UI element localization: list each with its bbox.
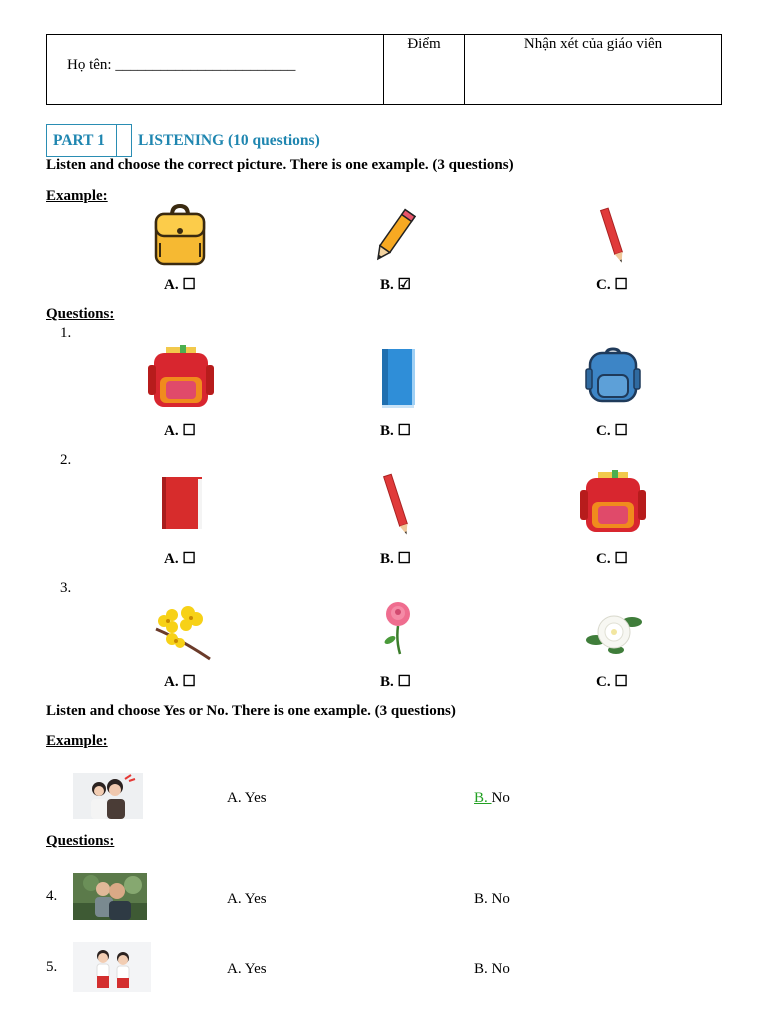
- part-number: PART 1: [53, 132, 105, 149]
- example-option-a[interactable]: A. ☐: [164, 277, 196, 293]
- example-yes-option[interactable]: A. Yes: [227, 790, 267, 806]
- q4-yes-option[interactable]: A. Yes: [227, 891, 267, 907]
- comment-cell: [465, 35, 721, 105]
- score-cell: [384, 35, 465, 104]
- red-pencil-picture-2: [382, 472, 412, 538]
- question-3-number: 3.: [60, 580, 72, 596]
- two-children-photo: [73, 942, 151, 992]
- father-and-son-photo: [73, 873, 147, 920]
- orange-pencil-picture: [372, 206, 416, 266]
- example-no-word: No: [491, 790, 510, 806]
- part-title: LISTENING (10 questions): [138, 132, 320, 149]
- header-table: [46, 34, 722, 105]
- section1-instruction: Listen and choose the correct picture. There is one example. (3 questions): [46, 157, 514, 173]
- section1-example-label: Example:: [46, 188, 108, 204]
- red-backpack-picture: [146, 345, 216, 411]
- q5-yes-option[interactable]: A. Yes: [227, 961, 267, 977]
- q4-no-option[interactable]: B. No: [474, 891, 510, 907]
- q5-no-option[interactable]: B. No: [474, 961, 510, 977]
- example-option-c[interactable]: C. ☐: [596, 277, 628, 293]
- question-4-number: 4.: [46, 888, 58, 904]
- q2-option-b[interactable]: B. ☐: [380, 551, 411, 567]
- q2-option-c[interactable]: C. ☐: [596, 551, 628, 567]
- name-label: Họ tên: ________________________: [67, 57, 296, 73]
- q2-option-a[interactable]: A. ☐: [164, 551, 196, 567]
- pink-rose-picture: [378, 600, 418, 656]
- score-label: Điểm: [407, 36, 441, 52]
- section2-example-label: Example:: [46, 733, 108, 749]
- q3-option-a[interactable]: A. ☐: [164, 674, 196, 690]
- blue-book-picture: [378, 347, 418, 409]
- q1-option-b[interactable]: B. ☐: [380, 423, 411, 439]
- example-no-letter: B.: [474, 790, 492, 806]
- section2-questions-label: Questions:: [46, 833, 115, 849]
- question-1-number: 1.: [60, 325, 72, 341]
- part-spacer-box: [116, 124, 132, 157]
- red-backpack-picture-2: [578, 470, 648, 536]
- q3-option-b[interactable]: B. ☐: [380, 674, 411, 690]
- name-cell: [47, 35, 384, 104]
- section1-questions-label: Questions:: [46, 306, 115, 322]
- section2-instruction: Listen and choose Yes or No. There is one example. (3 questions): [46, 703, 456, 719]
- example-no-option[interactable]: [474, 790, 510, 807]
- yellow-schoolbag-picture: [150, 203, 210, 267]
- q1-option-c[interactable]: C. ☐: [596, 423, 628, 439]
- question-5-number: 5.: [46, 959, 58, 975]
- question-2-number: 2.: [60, 452, 72, 468]
- q3-option-c[interactable]: C. ☐: [596, 674, 628, 690]
- yellow-flower-picture: [150, 603, 214, 661]
- red-pencil-picture: [598, 206, 628, 266]
- comment-label: Nhận xét của giáo viên: [523, 36, 663, 52]
- white-flower-picture: [586, 606, 642, 656]
- blue-backpack-picture: [584, 347, 642, 405]
- mother-and-daughter-photo: [73, 773, 143, 819]
- q1-option-a[interactable]: A. ☐: [164, 423, 196, 439]
- red-book-picture: [158, 475, 206, 533]
- example-option-b[interactable]: B. ☑: [380, 277, 411, 293]
